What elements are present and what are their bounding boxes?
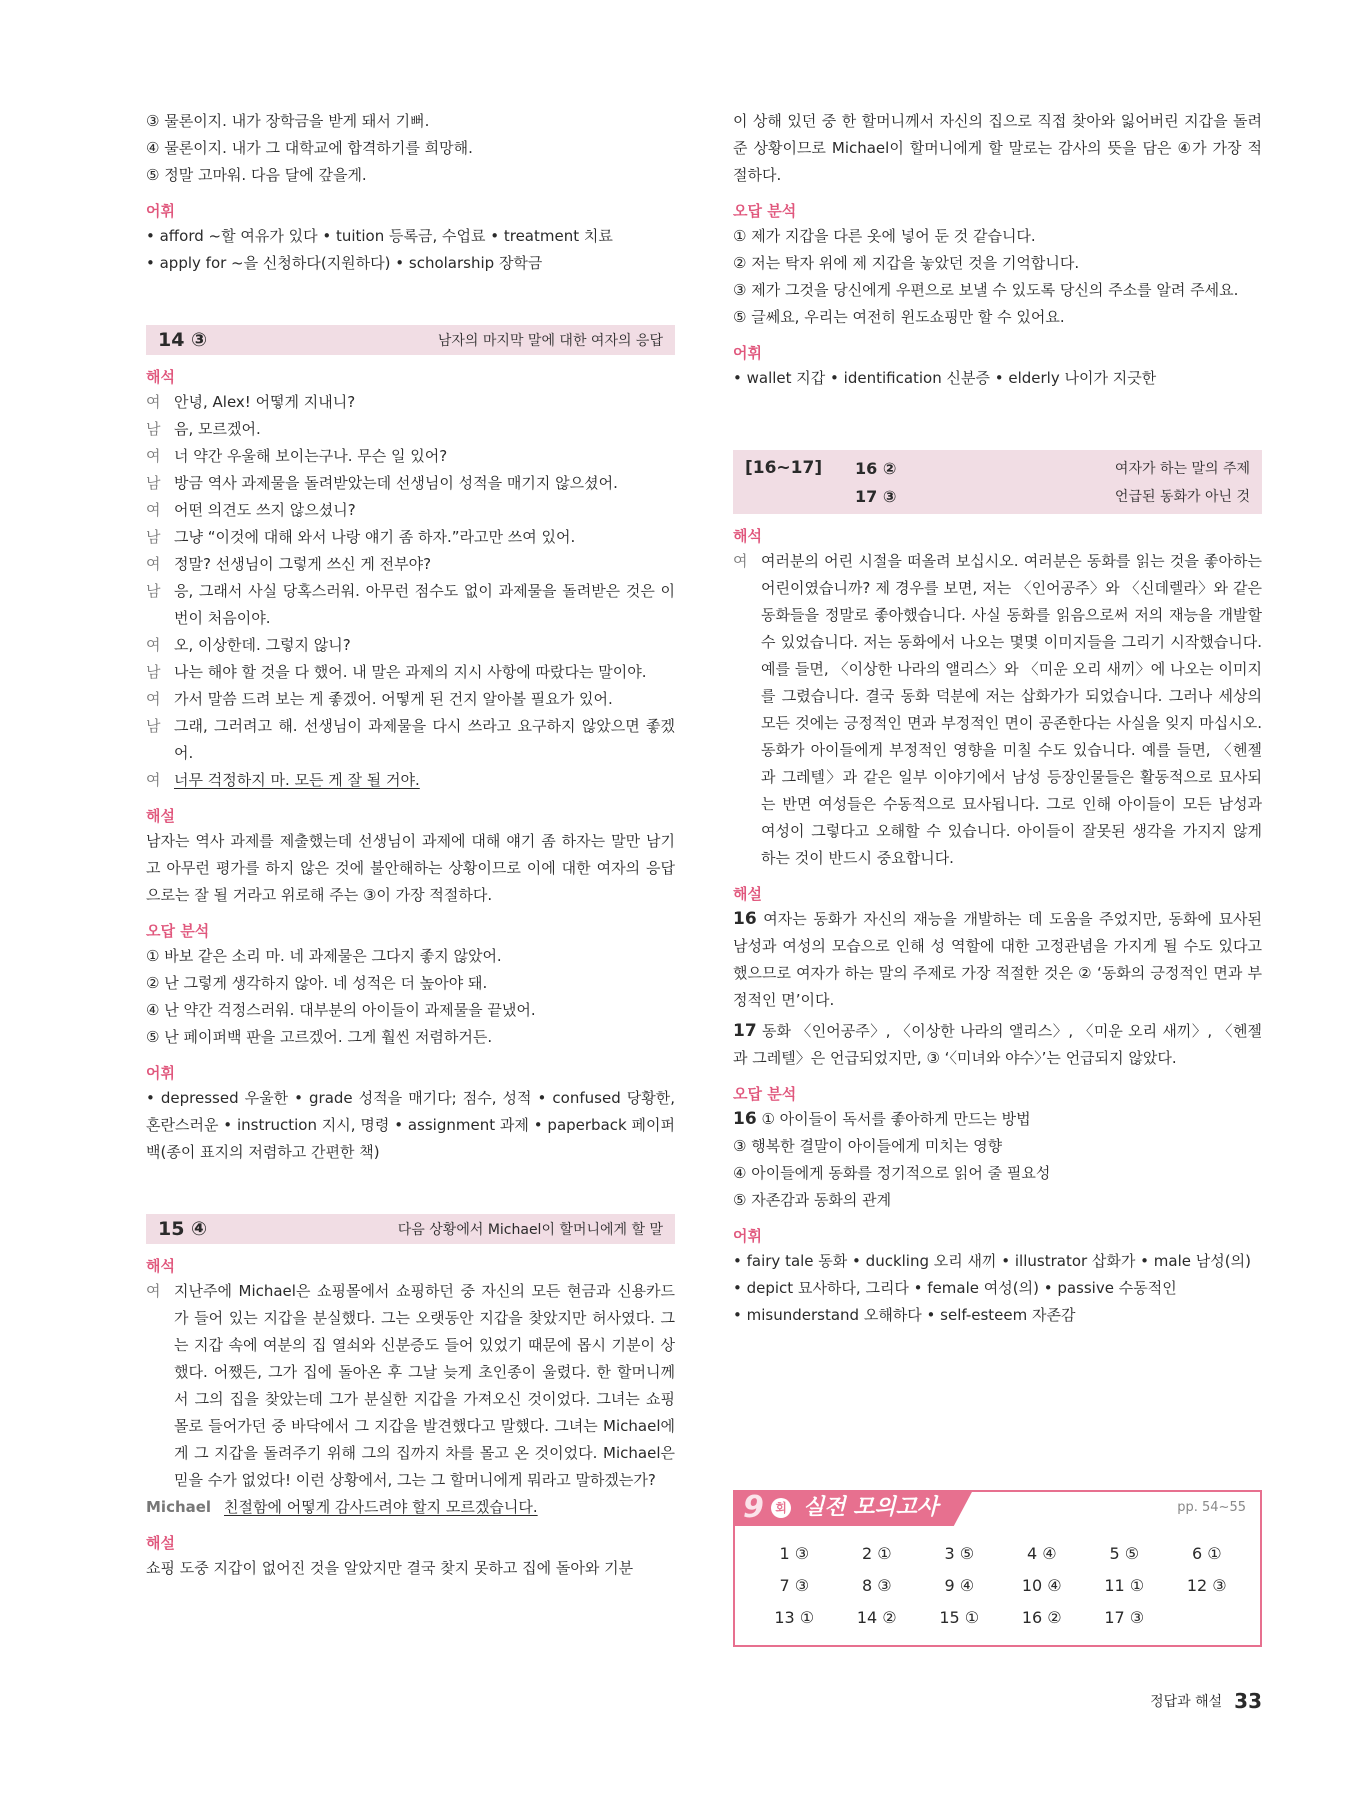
answer-item: 9 ④ [944, 1576, 975, 1595]
question-group: [16~17] [745, 458, 823, 478]
footer-label: 정답과 해설 [1150, 1694, 1223, 1710]
wrong-option: ⑤ 자존감과 동화의 관계 [733, 1191, 892, 1209]
answer-sentence: 친절함에 어떻게 감사드려야 할지 모르겠습니다. [224, 1498, 538, 1516]
question-number: 17 ③ [855, 486, 897, 506]
dialogue-text: 나는 해야 할 것을 다 했어. 내 말은 과제의 지시 사항에 따랐다는 말이야. [174, 663, 647, 681]
answer-item: 13 ① [774, 1608, 815, 1627]
answer-key-box [733, 1490, 1262, 1647]
page-number: 33 [1234, 1689, 1262, 1713]
dialogue [146, 389, 675, 794]
wrong-option: ① 제가 지갑을 다른 옷에 넣어 둔 것 같습니다. [733, 227, 1036, 245]
wrong-answer-label: 오답 분석 [733, 1085, 797, 1103]
question-number: 16 [733, 909, 757, 929]
michael-line [146, 1494, 675, 1521]
answer-item: 8 ③ [861, 1576, 892, 1595]
answer-item: 12 ③ [1186, 1576, 1227, 1595]
question-number: 16 ② [855, 458, 897, 478]
dialogue-line [146, 659, 675, 686]
question-number: 16 [733, 1109, 757, 1129]
translation-label: 해석 [146, 1257, 175, 1275]
dialogue-line [146, 470, 675, 497]
answer-key-title [733, 1490, 973, 1526]
speaker: 여 [146, 393, 161, 411]
dialogue-text: 오, 이상한데. 그렇지 않니? [174, 636, 351, 654]
answer-sentence: 너무 걱정하지 마. 모든 게 잘 될 거야. [174, 771, 420, 789]
wrong-option: ② 저는 탁자 위에 제 지갑을 놓았던 것을 기억합니다. [733, 254, 1080, 272]
speaker: 남 [146, 717, 161, 735]
speaker: 여 [146, 447, 161, 465]
answer-item: 6 ① [1191, 1544, 1222, 1563]
answer-item: 1 ③ [779, 1544, 810, 1563]
question-number: 15 ④ [158, 1218, 208, 1240]
speaker: 여 [146, 771, 161, 789]
explanation-16 [733, 906, 1262, 1014]
answer-item: 4 ④ [1026, 1544, 1057, 1563]
explanation-text: 동화 〈인어공주〉, 〈이상한 나라의 앨리스〉, 〈미운 오리 새끼〉, 〈헨젤과 그레텔〉은 언급되었지만, ③ ‘〈미녀와 야수〉’는 언급되지 않았다. [733, 1022, 1262, 1067]
wrong-option: ① 바보 같은 소리 마. 네 과제물은 그다지 좋지 않았어. [146, 947, 502, 965]
wrong-option: ③ 행복한 결말이 아이들에게 미치는 영향 [733, 1137, 1003, 1155]
wrong-answer-label: 오답 분석 [146, 922, 210, 940]
wrong-answer-label: 오답 분석 [733, 202, 797, 220]
answer-item: 5 ⑤ [1109, 1544, 1140, 1563]
passage-text: 지난주에 Michael은 쇼핑몰에서 쇼핑하던 중 자신의 모든 현금과 신용카드가 들어 있는 지갑을 분실했다. 그는 오랫동안 지갑을 찾았지만 허사였다. 그는 지갑 속에 여분의 집 열쇠와 신분증도 들어 있었기 때문에 몹시 기분이 상했다. 어쨌든, 그가 집에 돌아온 후 그날 늦게 초인종이 울렸다. 한 할머니께서 그의 집을 찾았는데 그가 분실한 지갑을 가져오신 것이었다. 그녀는 쇼핑몰로 들어가던 중 바닥에서 그 지갑을 발견했다고 말했다. 그녀는 Michael에게 그 지갑을 돌려주기 위해 그의 집까지 차를 몰고 온 것이었다. Michael은 믿을 수가 없었다! 이런 상황에서, 그는 그 할머니에게 뭐라고 말하겠는가? [174, 1282, 675, 1489]
answer-item: 16 ② [1021, 1608, 1062, 1627]
page-range: pp. 54~55 [1177, 1500, 1246, 1515]
dialogue-text: 너 약간 우울해 보이는구나. 무슨 일 있어? [174, 447, 448, 465]
speaker: 남 [146, 663, 161, 681]
speaker: 여 [146, 555, 161, 573]
explanation-continued: 이 상해 있던 중 한 할머니께서 자신의 집으로 직접 찾아와 잃어버린 지갑을 돌려 준 상황이므로 Michael이 할머니에게 할 말로는 감사의 뜻을 담은 ④가 가장 적절하다. [733, 112, 1262, 184]
explanation-text: 남자는 역사 과제를 제출했는데 선생님이 과제에 대해 얘기 좀 하자는 말만 남기고 아무런 평가를 하지 않은 것에 불안해하는 상황이므로 이에 대한 여자의 응답으로는 잘 될 거라고 위로해 주는 ③이 가장 적절하다. [146, 832, 675, 904]
test-number: 9 [743, 1490, 764, 1525]
page-footer [1150, 1689, 1262, 1713]
header-row [745, 454, 1250, 482]
question-description: 언급된 동화가 아닌 것 [1114, 489, 1250, 505]
answer-grid [753, 1540, 1248, 1632]
dialogue-line [146, 551, 675, 578]
option-line: ⑤ 정말 고마워. 다음 달에 갚을게. [146, 166, 367, 184]
dialogue-text: 그냥 “이것에 대해 와서 나랑 얘기 좀 하자.”라고만 쓰여 있어. [174, 528, 576, 546]
translation-label: 해석 [146, 368, 175, 386]
vocab-line: • depict 묘사하다, 그리다 • female 여성(의) • passive 수동적인 [733, 1279, 1177, 1297]
speaker: 남 [146, 420, 161, 438]
wrong-option: ③ 제가 그것을 당신에게 우편으로 보낼 수 있도록 당신의 주소를 알려 주세요. [733, 281, 1239, 299]
dialogue-text: 방금 역사 과제물을 돌려받았는데 선생님이 성적을 매기지 않으셨어. [174, 474, 618, 492]
speaker: 남 [146, 528, 161, 546]
dialogue-text: 음, 모르겠어. [174, 420, 261, 438]
vocab-line: • wallet 지갑 • identification 신분증 • elderly 나이가 지긋한 [733, 369, 1157, 387]
answer-item: 14 ② [856, 1608, 897, 1627]
vocab-line: • afford ~할 여유가 있다 • tuition 등록금, 수업료 • treatment 치료 [146, 227, 613, 245]
dialogue-text: 응, 그래서 사실 당혹스러워. 아무런 점수도 없이 과제물을 돌려받은 것은 이번이 처음이야. [174, 582, 675, 627]
left-column [146, 108, 675, 1582]
wrong-option: ② 난 그렇게 생각하지 않아. 네 성적은 더 높아야 돼. [146, 974, 488, 992]
speaker: 여 [733, 552, 748, 570]
dialogue-text: 어떤 의견도 쓰지 않으셨니? [174, 501, 356, 519]
answer-item: 7 ③ [779, 1576, 810, 1595]
question-description: 다음 상황에서 Michael이 할머니에게 할 말 [397, 1222, 663, 1238]
passage [733, 548, 1262, 872]
answer-item: 11 ① [1104, 1576, 1145, 1595]
answer-item: 17 ③ [1104, 1608, 1145, 1627]
passage [146, 1278, 675, 1494]
question-header-16-17 [733, 450, 1262, 514]
dialogue-text: 가서 말씀 드려 보는 게 좋겠어. 어떻게 된 건지 알아볼 필요가 있어. [174, 690, 613, 708]
dialogue-line [146, 416, 675, 443]
wrong-option: ④ 아이들에게 동화를 정기적으로 읽어 줄 필요성 [733, 1164, 1051, 1182]
vocab-label: 어휘 [146, 202, 175, 220]
vocab-line: • apply for ~을 신청하다(지원하다) • scholarship 장학금 [146, 254, 543, 272]
dialogue-text: 정말? 선생님이 그렇게 쓰신 게 전부야? [174, 555, 432, 573]
vocab-label: 어휘 [733, 344, 762, 362]
dialogue-line [146, 497, 675, 524]
speaker: 여 [146, 636, 161, 654]
explanation-label: 해설 [733, 885, 762, 903]
question-number: 14 ③ [158, 329, 208, 351]
round-badge: 회 [771, 1498, 791, 1518]
test-title: 실전 모의고사 [803, 1495, 939, 1520]
option-line: ④ 물론이지. 내가 그 대학교에 합격하기를 희망해. [146, 139, 473, 157]
wrong-option [733, 1106, 1262, 1133]
question-header-15 [146, 1214, 675, 1244]
explanation-label: 해설 [146, 807, 175, 825]
dialogue-line [146, 686, 675, 713]
dialogue-line [146, 524, 675, 551]
speaker: 남 [146, 474, 161, 492]
option-line: ③ 물론이지. 내가 장학금을 받게 돼서 기뻐. [146, 112, 430, 130]
wrong-option: ④ 난 약간 걱정스러워. 대부분의 아이들이 과제물을 끝냈어. [146, 1001, 536, 1019]
passage-text: 여러분의 어린 시절을 떠올려 보십시오. 여러분은 동화를 읽는 것을 좋아하는 어린이였습니까? 제 경우를 보면, 저는 〈인어공주〉와 〈신데렐라〉와 같은 동화들을 정말로 좋아했습니다. 사실 동화를 읽음으로써 저의 재능을 개발할 수 있었습니다. 저는 동화에서 나오는 몇몇 이미지들을 그리기 시작했습니다. 예를 들면, 〈이상한 나라의 앨리스〉와 〈미운 오리 새끼〉에 나오는 이미지를 그렸습니다. 결국 동화 덕분에 저는 삽화가가 되었습니다. 그러나 세상의 모든 것에는 긍정적인 면과 부정적인 면이 공존한다는 사실을 잊지 마십시오. 동화가 아이들에게 부정적인 영향을 미칠 수도 있습니다. 예를 들면, 〈헨젤과 그레텔〉과 같은 일부 이야기에서 남성 등장인물들은 활동적으로 묘사되는 반면 여성들은 수동적으로 묘사됩니다. 그로 인해 아이들이 모든 남성과 여성이 그렇다고 오해할 수 있습니다. 아이들이 잘못된 생각을 가지지 않게 하는 것이 반드시 중요합니다. [761, 552, 1262, 867]
wrong-option: ⑤ 난 페이퍼백 판을 고르겠어. 그게 훨씬 저렴하거든. [146, 1028, 493, 1046]
vocab-line: • fairy tale 동화 • duckling 오리 새끼 • illustrator 삽화가 • male 남성(의) [733, 1252, 1251, 1270]
explanation-17 [733, 1018, 1262, 1072]
dialogue-line [146, 713, 675, 767]
vocab-label: 어휘 [146, 1064, 175, 1082]
explanation-text: 쇼핑 도중 지갑이 없어진 것을 알았지만 결국 찾지 못하고 집에 돌아와 기분 [146, 1559, 634, 1577]
vocab-label: 어휘 [733, 1227, 762, 1245]
question-description: 남자의 마지막 말에 대한 여자의 응답 [437, 333, 663, 349]
question-description: 여자가 하는 말의 주제 [1114, 461, 1250, 477]
speaker: 여 [146, 501, 161, 519]
question-number: 17 [733, 1021, 757, 1041]
explanation-label: 해설 [146, 1534, 175, 1552]
vocab-text: • depressed 우울한 • grade 성적을 매기다; 점수, 성적 • confused 당황한, 혼란스러운 • instruction 지시, 명령 • assignment 과제 • paperback 페이퍼백(종이 표지의 저렴하고 간편한 책) [146, 1089, 675, 1161]
speaker: Michael [146, 1498, 212, 1516]
vocab-line: • misunderstand 오해하다 • self-esteem 자존감 [733, 1306, 1076, 1324]
answer-item: 3 ⑤ [944, 1544, 975, 1563]
speaker: 여 [146, 1282, 161, 1300]
answer-item: 2 ① [861, 1544, 892, 1563]
explanation-text: 여자는 동화가 자신의 재능을 개발하는 데 도움을 주었지만, 동화에 묘사된 남성과 여성의 모습으로 인해 성 역할에 대한 고정관념을 가지게 될 수도 있다고 했으므로 여자가 하는 말의 주제로 가장 적절한 것은 ② ‘동화의 긍정적인 면과 부정적인 면’이다. [733, 910, 1262, 1009]
translation-label: 해석 [733, 527, 762, 545]
wrong-option-text: ① 아이들이 독서를 좋아하게 만드는 방법 [761, 1110, 1031, 1128]
dialogue-line [146, 632, 675, 659]
right-column [733, 108, 1262, 1329]
dialogue-line [146, 767, 675, 794]
dialogue-line [146, 389, 675, 416]
dialogue-text: 그래, 그러려고 해. 선생님이 과제물을 다시 쓰라고 요구하지 않았으면 좋겠어. [174, 717, 675, 762]
wrong-option: ⑤ 글쎄요, 우리는 여전히 윈도쇼핑만 할 수 있어요. [733, 308, 1065, 326]
answer-item: 15 ① [939, 1608, 980, 1627]
dialogue-line [146, 443, 675, 470]
speaker: 남 [146, 582, 161, 600]
answer-item: 10 ④ [1021, 1576, 1062, 1595]
dialogue-text: 안녕, Alex! 어떻게 지내니? [174, 393, 356, 411]
header-row [745, 482, 1250, 510]
speaker: 여 [146, 690, 161, 708]
dialogue-line [146, 578, 675, 632]
question-header-14 [146, 325, 675, 355]
